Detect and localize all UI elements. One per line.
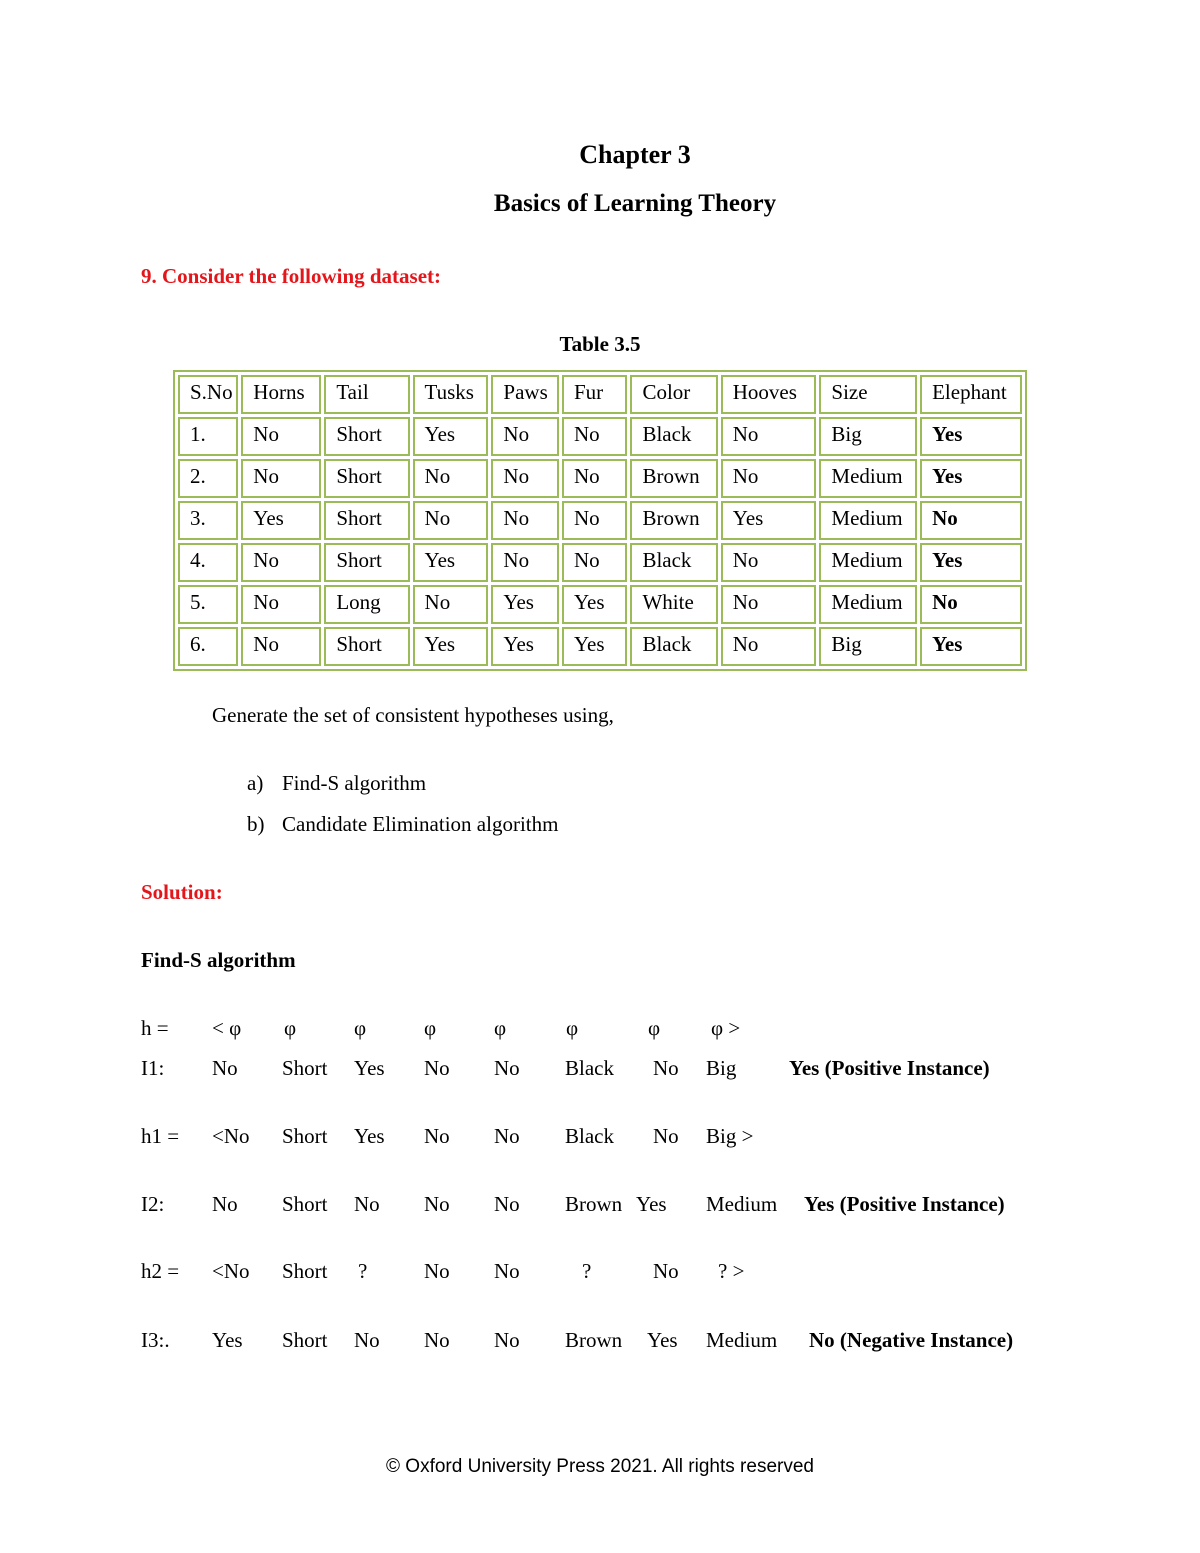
line-cell: No [354, 1192, 380, 1216]
table-cell: Yes [562, 627, 627, 666]
table-row [178, 543, 1022, 582]
line-cell: No [494, 1124, 520, 1148]
table-cell: Yes [491, 585, 559, 624]
table-cell: Medium [819, 585, 917, 624]
table-row [178, 417, 1022, 456]
table-cell: Yes [413, 627, 489, 666]
table-cell: 3. [178, 501, 238, 540]
line-cell: I2: [141, 1192, 165, 1216]
table-cell: No [491, 501, 559, 540]
table-cell: Yes [241, 501, 321, 540]
line-cell: Yes [354, 1056, 385, 1080]
line-cell: Short [282, 1328, 328, 1352]
line-cell: ? [582, 1259, 592, 1283]
line-cell: I1: [141, 1056, 165, 1080]
line-cell: No [424, 1328, 450, 1352]
line-cell: No [494, 1056, 520, 1080]
table-cell: Short [324, 417, 409, 456]
table-cell: Brown [630, 459, 717, 498]
instance-line [0, 1328, 1200, 1358]
line-cell: No [653, 1259, 679, 1283]
table-cell: No [491, 459, 559, 498]
label-cell: Yes [920, 459, 1022, 498]
line-cell: No [494, 1192, 520, 1216]
table-cell: No [413, 501, 489, 540]
table-cell: No [562, 543, 627, 582]
table-cell: No [491, 417, 559, 456]
instance-line [0, 1192, 1200, 1222]
table-cell: 1. [178, 417, 238, 456]
hypothesis-line [0, 1124, 1200, 1154]
table-cell: Big [819, 417, 917, 456]
table-cell: Medium [819, 459, 917, 498]
header-cell: Fur [562, 375, 627, 414]
line-cell: <No [212, 1124, 250, 1148]
table-row [178, 627, 1022, 666]
table-cell: No [562, 501, 627, 540]
line-cell: <No [212, 1259, 250, 1283]
label-cell: No [920, 501, 1022, 540]
list-marker: b) [247, 812, 265, 836]
line-cell: ? [358, 1259, 368, 1283]
line-cell: φ [566, 1016, 579, 1040]
table-cell: No [562, 459, 627, 498]
table-cell: No [721, 459, 817, 498]
table-cell: Short [324, 543, 409, 582]
table-cell: No [241, 459, 321, 498]
table-cell: 4. [178, 543, 238, 582]
line-cell: Medium [706, 1328, 778, 1352]
line-cell: h2 = [141, 1259, 180, 1283]
header-cell: Hooves [721, 375, 817, 414]
table-cell: White [630, 585, 717, 624]
table-cell: Yes [491, 627, 559, 666]
table-cell: Big [819, 627, 917, 666]
table-cell: Short [324, 501, 409, 540]
line-cell: φ > [711, 1016, 741, 1040]
table-cell: Yes [562, 585, 627, 624]
header-cell: Paws [491, 375, 559, 414]
line-cell: No [212, 1192, 238, 1216]
table-cell: 5. [178, 585, 238, 624]
chapter-title: Basics of Learning Theory [493, 190, 777, 217]
line-cell: Black [565, 1056, 614, 1080]
line-cell: No [424, 1192, 450, 1216]
line-cell: < φ [212, 1016, 242, 1040]
table-row [178, 501, 1022, 540]
table-cell: No [721, 543, 817, 582]
header-cell: Tusks [413, 375, 489, 414]
instance-label: Yes (Positive Instance) [789, 1056, 990, 1080]
header-cell: Color [630, 375, 717, 414]
table-cell: Brown [630, 501, 717, 540]
table-cell: Black [630, 627, 717, 666]
hypothesis-line [0, 1259, 1200, 1289]
line-cell: Yes [212, 1328, 243, 1352]
line-cell: Brown [565, 1192, 623, 1216]
question-heading: 9. Consider the following dataset: [141, 264, 442, 288]
table-cell: Yes [413, 543, 489, 582]
table-cell: Black [630, 543, 717, 582]
line-cell: No [653, 1056, 679, 1080]
chapter-heading: Chapter 3 [579, 140, 691, 169]
header-cell: S.No [178, 375, 238, 414]
line-cell: I3:. [141, 1328, 170, 1352]
line-cell: Short [282, 1192, 328, 1216]
line-cell: h1 = [141, 1124, 180, 1148]
line-cell: Black [565, 1124, 614, 1148]
table-caption: Table 3.5 [559, 332, 641, 356]
table-cell: No [413, 585, 489, 624]
table-cell: No [491, 543, 559, 582]
label-cell: Yes [920, 543, 1022, 582]
line-cell: Short [282, 1056, 328, 1080]
line-cell: Medium [706, 1192, 778, 1216]
hypothesis-line [0, 1016, 1200, 1046]
line-cell: Yes [647, 1328, 678, 1352]
line-cell: h = [141, 1016, 169, 1040]
line-cell: φ [424, 1016, 437, 1040]
table-cell: 2. [178, 459, 238, 498]
table-cell: Medium [819, 543, 917, 582]
list-text: Candidate Elimination algorithm [282, 812, 559, 836]
line-cell: Short [282, 1259, 328, 1283]
line-cell: Short [282, 1124, 328, 1148]
line-cell: ? > [718, 1259, 745, 1283]
line-cell: Big > [706, 1124, 754, 1148]
table-cell: No [413, 459, 489, 498]
line-cell: φ [648, 1016, 661, 1040]
header-cell: Tail [324, 375, 409, 414]
table-cell: Short [324, 627, 409, 666]
line-cell: Brown [565, 1328, 623, 1352]
header-cell: Horns [241, 375, 321, 414]
instance-line [0, 1056, 1200, 1086]
line-cell: No [212, 1056, 238, 1080]
table-cell: 6. [178, 627, 238, 666]
line-cell: φ [284, 1016, 297, 1040]
table-cell: Medium [819, 501, 917, 540]
line-cell: No [424, 1124, 450, 1148]
line-cell: Yes [354, 1124, 385, 1148]
copyright-footer: © Oxford University Press 2021. All rights reserved [386, 1456, 814, 1477]
line-cell: φ [354, 1016, 367, 1040]
list-text: Find-S algorithm [282, 771, 427, 795]
table-cell: Short [324, 459, 409, 498]
table-cell: No [721, 417, 817, 456]
instance-label: Yes (Positive Instance) [804, 1192, 1005, 1216]
line-cell: φ [494, 1016, 507, 1040]
label-cell: Yes [920, 627, 1022, 666]
table-header-row [178, 375, 1022, 414]
table-cell: No [721, 627, 817, 666]
table-cell: No [241, 585, 321, 624]
finds-heading: Find-S algorithm [141, 948, 296, 972]
solution-label: Solution: [141, 880, 223, 904]
table-row [178, 459, 1022, 498]
table-cell: No [241, 627, 321, 666]
line-cell: No [424, 1056, 450, 1080]
instance-label: No (Negative Instance) [809, 1328, 1014, 1352]
table-cell: No [241, 543, 321, 582]
line-cell: Yes [636, 1192, 667, 1216]
line-cell: No [424, 1259, 450, 1283]
header-cell: Size [819, 375, 917, 414]
table-cell: No [241, 417, 321, 456]
table-cell: Yes [413, 417, 489, 456]
table-cell: No [721, 585, 817, 624]
line-cell: No [653, 1124, 679, 1148]
label-cell: No [920, 585, 1022, 624]
table-cell: Long [324, 585, 409, 624]
list-marker: a) [247, 771, 264, 795]
table-cell: Black [630, 417, 717, 456]
line-cell: No [494, 1328, 520, 1352]
dataset-table [173, 370, 1027, 671]
line-cell: No [354, 1328, 380, 1352]
header-cell: Elephant [920, 375, 1022, 414]
table-cell: Yes [721, 501, 817, 540]
table-row [178, 585, 1022, 624]
label-cell: Yes [920, 417, 1022, 456]
table-cell: No [562, 417, 627, 456]
instruction-text: Generate the set of consistent hypotheses using, [212, 703, 614, 727]
line-cell: No [494, 1259, 520, 1283]
line-cell: Big [706, 1056, 737, 1080]
